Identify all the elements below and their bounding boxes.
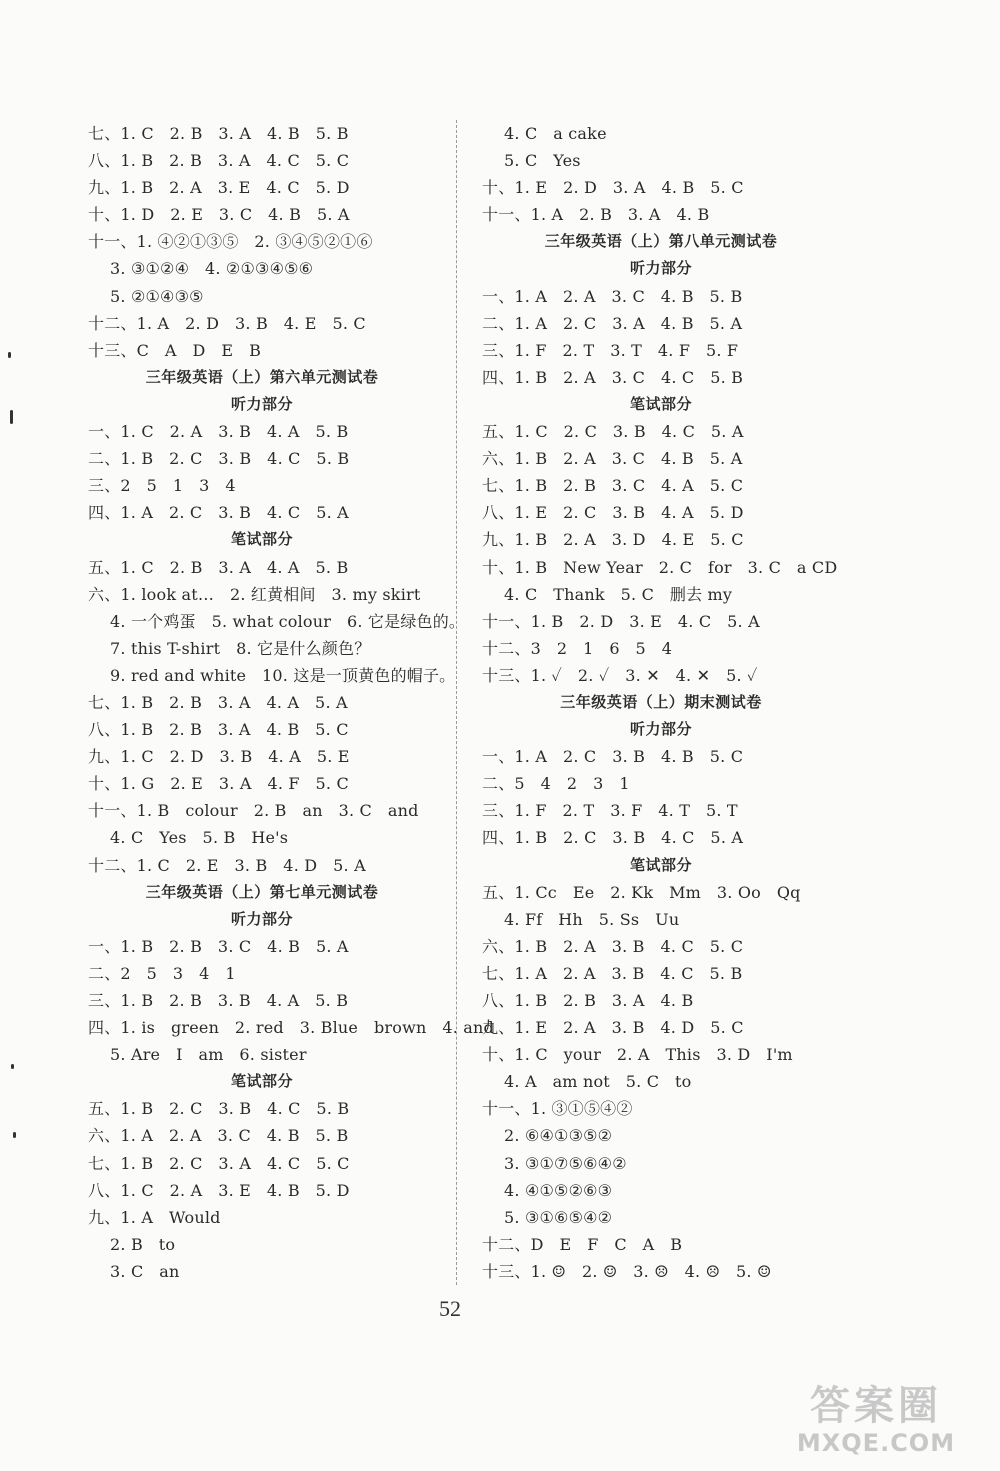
section-heading: 笔试部分: [629, 394, 692, 413]
answer-line: 五、1. B 2. C 3. B 4. C 5. B: [88, 1099, 350, 1119]
answer-line: 十、1. D 2. E 3. C 4. B 5. A: [88, 205, 350, 225]
answer-line: 十一、1. A 2. B 3. A 4. B: [482, 205, 710, 225]
answer-line: 5. Are I am 6. sister: [110, 1045, 307, 1065]
left-column: [88, 120, 494, 1285]
column-divider: [456, 120, 457, 1285]
answer-line: 八、1. B 2. B 3. A 4. B 5. C: [88, 720, 349, 740]
answer-line: 3. C an: [110, 1261, 180, 1281]
answer-line: 十二、D E F C A B: [482, 1234, 683, 1254]
answer-line: 9. red and white 10. 这是一顶黄色的帽子。: [110, 665, 456, 685]
section-heading: 笔试部分: [230, 1072, 293, 1091]
section-heading: 三年级英语（上）期末测试卷: [560, 692, 762, 711]
answer-line: 六、1. look at… 2. 红黄相间 3. my skirt: [88, 584, 421, 604]
section-heading: 听力部分: [230, 394, 293, 413]
answer-line: 3. ③①⑦⑤⑥④②: [504, 1153, 627, 1173]
answer-line: 十三、1. ☺ 2. ☺ 3. ☹ 4. ☹ 5. ☺: [482, 1261, 772, 1281]
answer-line: 二、5 4 2 3 1: [482, 774, 630, 794]
scan-speck: [13, 1132, 16, 1138]
answer-line: 5. C Yes: [504, 151, 581, 171]
answer-line: 十一、1. ④②①③⑤ 2. ③④⑤②①⑥: [88, 232, 373, 252]
scan-speck: [8, 352, 11, 358]
watermark-title: 答案圈: [810, 1383, 942, 1429]
section-heading: 三年级英语（上）第六单元测试卷: [145, 367, 379, 386]
answer-line: 四、1. B 2. A 3. C 4. C 5. B: [482, 367, 744, 387]
watermark-logo: [766, 1382, 986, 1462]
watermark-url: MXQE.COM: [796, 1429, 956, 1457]
answer-line: 7. this T-shirt 8. 它是什么颜色？: [110, 638, 371, 658]
answer-line: 八、1. E 2. C 3. B 4. A 5. D: [482, 503, 744, 523]
answer-line: 二、1. B 2. C 3. B 4. C 5. B: [88, 449, 350, 469]
answer-line: 十、1. E 2. D 3. A 4. B 5. C: [482, 178, 744, 198]
answer-line: 六、1. B 2. A 3. C 4. B 5. A: [482, 449, 743, 469]
answer-line: 九、1. B 2. A 3. D 4. E 5. C: [482, 530, 744, 550]
answer-line: 4. C Thank 5. C 删去 my: [504, 584, 733, 604]
answer-line: 六、1. A 2. A 3. C 4. B 5. B: [88, 1126, 349, 1146]
answer-line: 十一、1. ③①⑤④②: [482, 1099, 633, 1119]
answer-line: 4. C a cake: [504, 124, 607, 143]
answer-line: 七、1. B 2. B 3. A 4. A 5. A: [88, 692, 348, 712]
answer-line: 八、1. B 2. B 3. A 4. C 5. C: [88, 151, 350, 171]
answer-line: 3. ③①②④ 4. ②①③④⑤⑥: [110, 259, 314, 279]
answer-line: 十一、1. B colour 2. B an 3. C and: [88, 801, 419, 821]
answer-line: 四、1. B 2. C 3. B 4. C 5. A: [482, 828, 744, 848]
answer-line: 十一、1. B 2. D 3. E 4. C 5. A: [482, 611, 760, 631]
answer-line: 五、1. Cc Ee 2. Kk Mm 3. Oo Qq: [482, 882, 801, 902]
answer-line: 三、1. B 2. B 3. B 4. A 5. B: [88, 991, 349, 1010]
answer-line: 四、1. A 2. C 3. B 4. C 5. A: [88, 503, 349, 523]
answer-line: 三、1. F 2. T 3. F 4. T 5. T: [482, 801, 738, 821]
scan-speck: [10, 410, 13, 424]
answer-line: 十三、1. ✓ 2. ✓ 3. ✕ 4. ✕ 5. ✓: [482, 665, 758, 685]
answer-line: 九、1. C 2. D 3. B 4. A 5. E: [88, 747, 350, 767]
answer-line: 六、1. B 2. A 3. B 4. C 5. C: [482, 936, 744, 956]
answer-line: 九、1. A Would: [88, 1207, 221, 1227]
answer-line: 十、1. B New Year 2. C for 3. C a CD: [482, 557, 838, 577]
answer-line: 一、1. A 2. A 3. C 4. B 5. B: [482, 286, 743, 306]
answer-line: 一、1. C 2. A 3. B 4. A 5. B: [88, 422, 349, 442]
section-heading: 听力部分: [230, 909, 293, 928]
answer-line: 十二、1. A 2. D 3. B 4. E 5. C: [88, 313, 366, 333]
answer-line: 4. 一个鸡蛋 5. what colour 6. 它是绿色的。: [110, 611, 466, 631]
section-heading: 笔试部分: [230, 530, 293, 549]
answer-line: 五、1. C 2. B 3. A 4. A 5. B: [88, 557, 349, 577]
answer-line: 一、1. B 2. B 3. C 4. B 5. A: [88, 936, 349, 956]
right-column: [482, 120, 862, 1285]
section-heading: 三年级英语（上）第八单元测试卷: [544, 232, 778, 251]
answer-line: 七、1. B 2. C 3. A 4. C 5. C: [88, 1153, 350, 1173]
answer-line: 四、1. is green 2. red 3. Blue brown 4. and: [88, 1018, 494, 1038]
answer-line: 4. Ff Hh 5. Ss Uu: [504, 909, 680, 929]
answer-line: 十三、C A D E B: [88, 340, 262, 360]
answer-line: 5. ②①④③⑤: [110, 286, 204, 306]
answer-line: 二、2 5 3 4 1: [88, 963, 236, 983]
answer-line: 一、1. A 2. C 3. B 4. B 5. C: [482, 747, 744, 767]
answer-line: 五、1. C 2. C 3. B 4. C 5. A: [482, 422, 744, 442]
section-heading: 听力部分: [629, 720, 692, 739]
answer-line: 九、1. E 2. A 3. B 4. D 5. C: [482, 1018, 744, 1038]
answer-line: 七、1. B 2. B 3. C 4. A 5. C: [482, 476, 744, 496]
answer-line: 八、1. B 2. B 3. A 4. B: [482, 991, 694, 1010]
answer-line: 三、2 5 1 3 4: [88, 476, 236, 496]
answer-line: 二、1. A 2. C 3. A 4. B 5. A: [482, 313, 743, 333]
answer-line: 5. ③①⑥⑤④②: [504, 1207, 613, 1227]
answer-line: 4. C Yes 5. B He's: [110, 828, 289, 848]
page-number: 52: [439, 1296, 461, 1321]
answer-line: 八、1. C 2. A 3. E 4. B 5. D: [88, 1180, 350, 1200]
answer-line: 三、1. F 2. T 3. T 4. F 5. F: [482, 340, 739, 360]
answer-line: 九、1. B 2. A 3. E 4. C 5. D: [88, 178, 350, 198]
answer-line: 2. B to: [110, 1234, 176, 1254]
answer-line: 十、1. G 2. E 3. A 4. F 5. C: [88, 774, 349, 794]
answer-line: 十、1. C your 2. A This 3. D I'm: [482, 1045, 793, 1065]
scan-speck: [11, 1064, 14, 1069]
answer-line: 十二、3 2 1 6 5 4: [482, 638, 673, 658]
section-heading: 笔试部分: [629, 855, 692, 874]
section-heading: 三年级英语（上）第七单元测试卷: [145, 882, 379, 901]
section-heading: 听力部分: [629, 259, 692, 278]
answer-line: 2. ⑥④①③⑤②: [504, 1126, 613, 1146]
answer-line: 4. ④①⑤②⑥③: [504, 1180, 613, 1200]
answer-line: 4. A am not 5. C to: [504, 1072, 692, 1092]
answer-line: 十二、1. C 2. E 3. B 4. D 5. A: [88, 855, 366, 875]
answer-line: 七、1. A 2. A 3. B 4. C 5. B: [482, 963, 743, 983]
answer-line: 七、1. C 2. B 3. A 4. B 5. B: [88, 124, 349, 143]
